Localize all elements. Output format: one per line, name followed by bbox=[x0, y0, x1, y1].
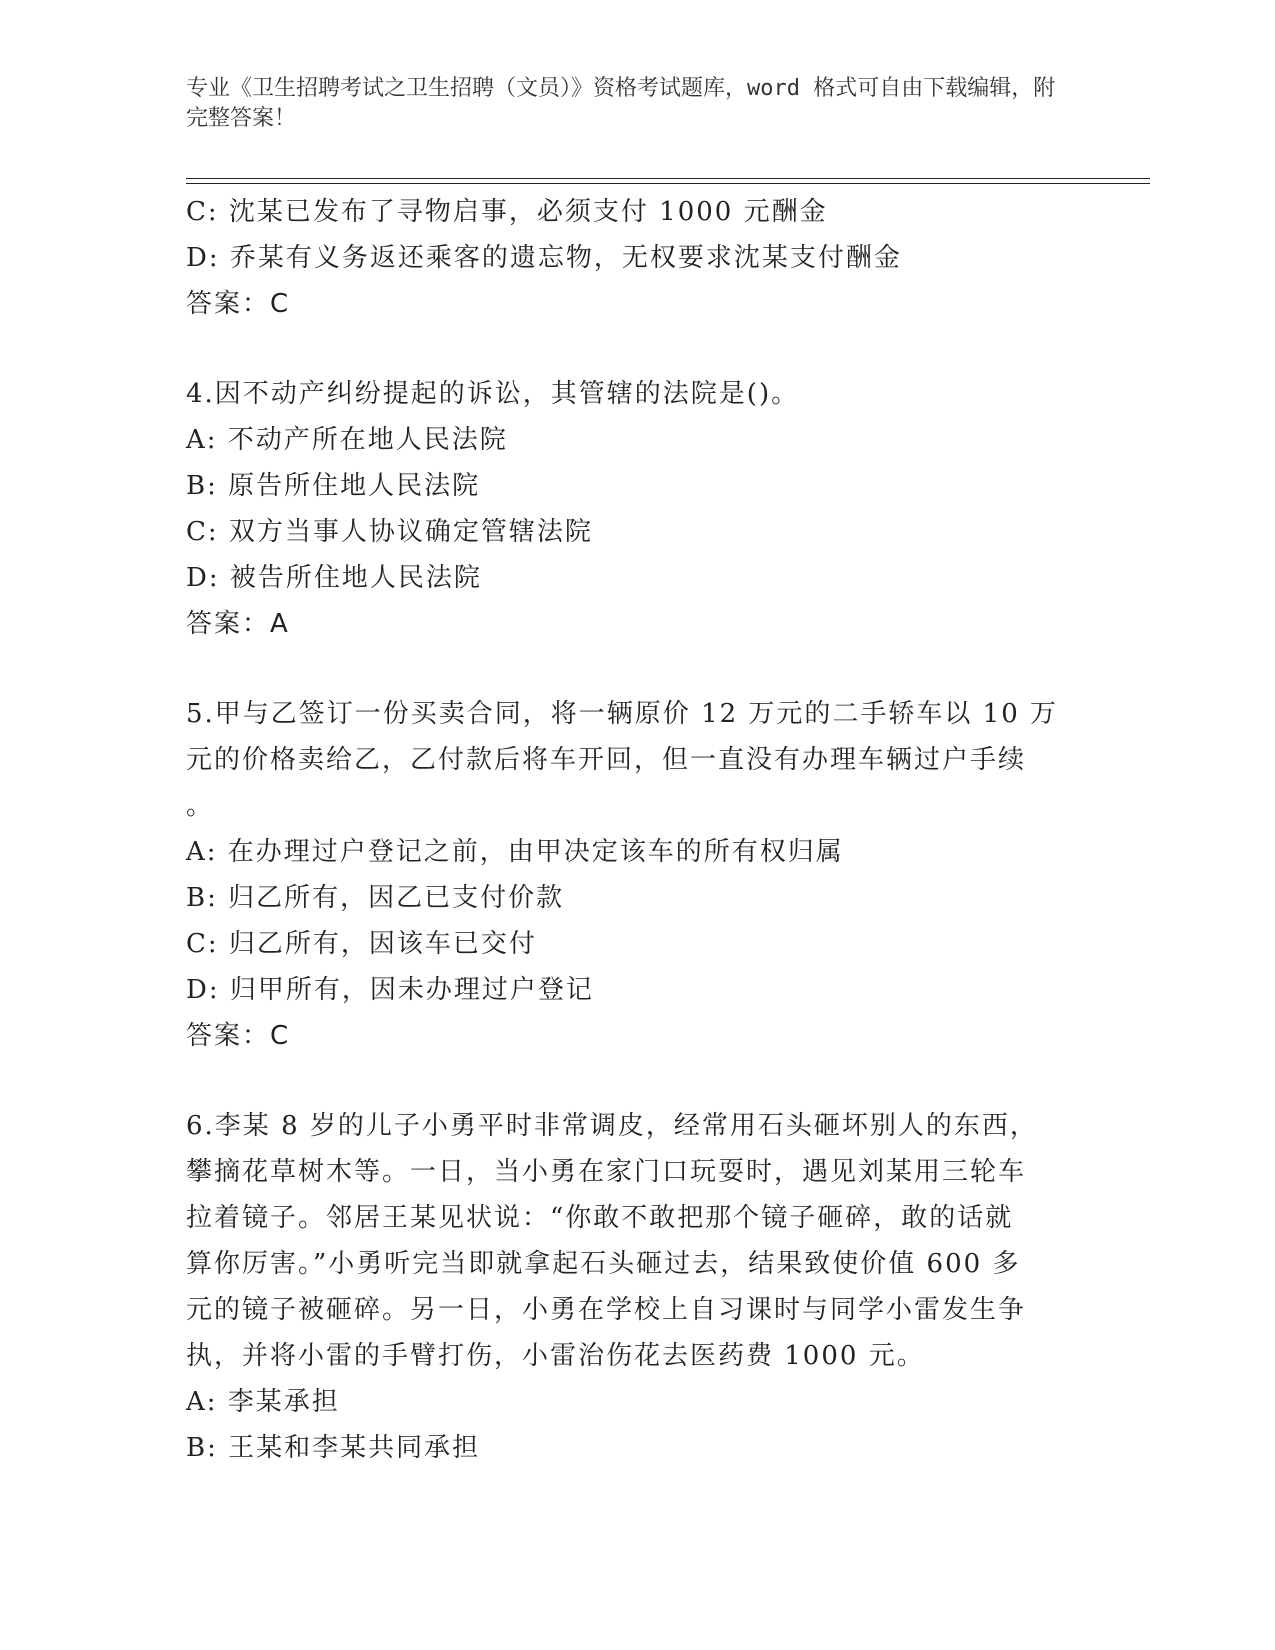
option-b: B: 原告所住地人民法院 bbox=[186, 471, 481, 501]
option-a: A: 李某承担 bbox=[186, 1387, 340, 1417]
option-c: C: 归乙所有，因该车已交付 bbox=[186, 929, 537, 959]
option-d: D: 乔某有义务返还乘客的遗忘物，无权要求沈某支付酬金 bbox=[186, 243, 902, 273]
spacer bbox=[186, 647, 1066, 691]
option-a: A: 在办理过户登记之前，由甲决定该车的所有权归属 bbox=[186, 837, 844, 867]
option-b: B: 王某和李某共同承担 bbox=[186, 1433, 481, 1463]
question-stem-line: 。 bbox=[186, 791, 215, 821]
option-c: C: 双方当事人协议确定管辖法院 bbox=[186, 517, 593, 547]
question-stem-line: 6.李某 8 岁的儿子小勇平时非常调皮，经常用石头砸坏别人的东西， bbox=[186, 1111, 1038, 1141]
option-d: D: 被告所住地人民法院 bbox=[186, 563, 482, 593]
question-stem-line: 执，并将小雷的手臂打伤，小雷治伤花去医药费 1000 元。 bbox=[186, 1341, 925, 1371]
header-rule-top bbox=[186, 178, 1150, 179]
spacer bbox=[186, 1059, 1066, 1103]
question-stem-line: 元的镜子被砸碎。另一日，小勇在学校上自习课时与同学小雷发生争 bbox=[186, 1295, 1027, 1325]
question-stem-line: 拉着镜子。邻居王某见状说：“你敢不敢把那个镜子砸碎，敢的话就 bbox=[186, 1203, 1014, 1233]
header-rule-bottom bbox=[186, 183, 1150, 184]
option-b: B: 归乙所有，因乙已支付价款 bbox=[186, 883, 565, 913]
question-4 bbox=[186, 371, 1066, 647]
answer-line: 答案：A bbox=[186, 609, 290, 639]
question-stem-line: 算你厉害。”小勇听完当即就拿起石头砸过去，结果致使价值 600 多 bbox=[186, 1249, 1021, 1279]
option-a: A: 不动产所在地人民法院 bbox=[186, 425, 508, 455]
answer-line: 答案：C bbox=[186, 1021, 291, 1051]
spacer bbox=[186, 327, 1066, 371]
question-list bbox=[186, 189, 1066, 1471]
option-d: D: 归甲所有，因未办理过户登记 bbox=[186, 975, 594, 1005]
option-c: C: 沈某已发布了寻物启事，必须支付 1000 元酬金 bbox=[186, 197, 828, 227]
question-5 bbox=[186, 691, 1066, 1059]
question-6 bbox=[186, 1103, 1066, 1471]
document-header: 专业《卫生招聘考试之卫生招聘（文员）》资格考试题库，word 格式可自由下载编辑，附完整答案！ bbox=[186, 76, 1056, 131]
question-stem-line: 5.甲与乙签订一份买卖合同，将一辆原价 12 万元的二手轿车以 10 万 bbox=[186, 699, 1059, 729]
question-stem-line: 攀摘花草树木等。一日，当小勇在家门口玩耍时，遇见刘某用三轮车 bbox=[186, 1157, 1027, 1187]
question-stem: 4.因不动产纠纷提起的诉讼，其管辖的法院是()。 bbox=[186, 379, 800, 409]
answer-line: 答案：C bbox=[186, 289, 291, 319]
question-3-continued bbox=[186, 189, 1066, 327]
question-stem-line: 元的价格卖给乙，乙付款后将车开回，但一直没有办理车辆过户手续 bbox=[186, 745, 1027, 775]
